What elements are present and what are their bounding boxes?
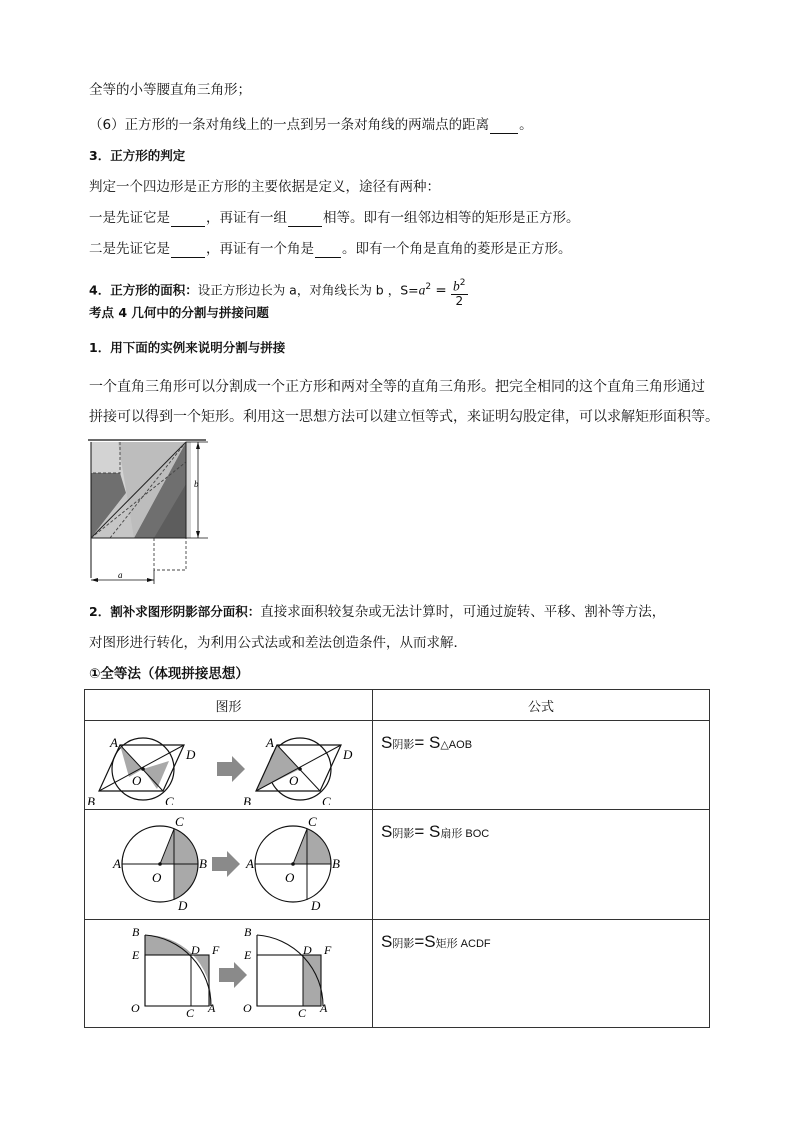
s-symbol: S <box>381 932 393 951</box>
dissection-figure <box>86 438 216 584</box>
label-O: O <box>285 870 295 885</box>
row2-formula <box>373 810 710 920</box>
section-4-heading: 4．正方形的面积： <box>89 282 198 298</box>
s-symbol: S <box>381 733 393 752</box>
label-B: B <box>132 925 140 939</box>
label-F: F <box>212 943 220 957</box>
row3-figure-cell <box>85 920 373 1028</box>
label-F: F <box>324 943 332 957</box>
section-4-text: 设正方形边长为 a，对角线长为 b ，S= <box>197 282 419 298</box>
eq-s: = S <box>414 822 441 841</box>
label-C: C <box>298 1006 307 1020</box>
section-3-heading: 3．正方形的判定 <box>89 148 186 163</box>
blank[interactable] <box>288 212 322 227</box>
shadow-sub: 阴影 <box>392 739 415 751</box>
text-line-4 <box>89 209 580 227</box>
label-O: O <box>289 773 299 788</box>
label-D: D <box>343 747 353 762</box>
label-A: A <box>113 856 121 871</box>
formula-a-exp: 2 <box>425 281 432 292</box>
label-B: B <box>244 925 252 939</box>
label-C: C <box>165 794 174 805</box>
label-O: O <box>132 773 142 788</box>
label-D: D <box>303 943 312 957</box>
label-E: E <box>132 948 140 962</box>
label-D: D <box>191 943 200 957</box>
sector-circle-figure <box>85 810 372 915</box>
method-1-heading: ①全等法（体现拼接思想） <box>89 666 249 682</box>
subsection-2-heading: 2．割补求图形阴影部分面积： <box>89 604 261 619</box>
formula-eq: = <box>431 282 452 299</box>
label-a: a <box>118 570 123 580</box>
subsection-2-line-2: 对图形进行转化，为利用公式法或和差法创造条件，从而求解． <box>89 635 467 651</box>
fraction-num-exp: 2 <box>459 278 466 288</box>
paragraph-line-2: 拼接可以得到一个矩形。利用这一思想方法可以建立恒等式，来证明勾股定律，可以求解矩形面积等。 <box>89 409 719 425</box>
triangle-sub: △AOB <box>440 739 473 751</box>
text-line-5 <box>89 240 572 258</box>
kaodian-heading: 考点 4 几何中的分割与拼接问题 <box>89 305 269 320</box>
text-line-1: 全等的小等腰直角三角形； <box>89 82 251 98</box>
row2-figure-cell <box>85 810 373 920</box>
line4-c: 相等。即有一组邻边相等的矩形是正方形。 <box>323 210 580 226</box>
label-O: O <box>152 870 162 885</box>
line5-b: ，再证有一个角是 <box>206 241 314 257</box>
header-figure: 图形 <box>85 690 373 721</box>
fraction-den: 2 <box>455 293 464 308</box>
label-A: A <box>246 856 254 871</box>
row1-formula <box>373 721 710 810</box>
row3-formula <box>373 920 710 1028</box>
label-E: E <box>244 948 252 962</box>
arrow-right-icon <box>217 756 245 782</box>
row1-figure-cell <box>85 721 373 810</box>
formula-a: a <box>418 282 426 298</box>
fraction <box>451 277 467 308</box>
blank[interactable] <box>171 212 205 227</box>
arrow-right-icon <box>219 962 247 988</box>
label-B: B <box>199 856 207 871</box>
blank[interactable] <box>315 243 341 258</box>
blank[interactable] <box>171 243 205 258</box>
s-symbol: S <box>381 822 393 841</box>
fraction-num-b: b <box>453 278 460 294</box>
eq-s: =S <box>414 932 436 951</box>
label-C: C <box>322 794 331 805</box>
line5-c: 。即有一个角是直角的菱形是正方形。 <box>342 241 572 257</box>
label-O: O <box>243 1001 252 1015</box>
line4-a: 一是先证它是 <box>89 210 170 226</box>
text-line-3: 判定一个四边形是正方形的主要依据是定义，途径有两种： <box>89 179 440 195</box>
label-D: D <box>311 898 321 913</box>
item-6-end: 。 <box>519 117 533 133</box>
method-table <box>84 689 710 1028</box>
label-A: A <box>266 735 274 750</box>
line5-a: 二是先证它是 <box>89 241 170 257</box>
label-A: A <box>320 1001 328 1015</box>
item-6-text: （6）正方形的一条对角线上的一点到另一条对角线的两端点的距离 <box>89 117 490 133</box>
eq-s: = S <box>414 733 441 752</box>
parallelogram-circle-figure <box>85 721 372 805</box>
quarter-circle-rectangle-figure <box>85 920 372 1023</box>
label-D: D <box>186 747 196 762</box>
subsection-2-line <box>89 603 665 621</box>
label-B: B <box>332 856 340 871</box>
label-A: A <box>110 735 118 750</box>
line4-b: ，再证有一组 <box>206 210 287 226</box>
label-D: D <box>178 898 188 913</box>
subsection-1-heading: 1．用下面的实例来说明分割与拼接 <box>89 340 286 355</box>
label-C: C <box>186 1006 195 1020</box>
sector-sub: 扇形 BOC <box>440 828 490 840</box>
label-b: b <box>194 479 199 489</box>
shadow-sub: 阴影 <box>392 938 415 950</box>
paragraph-line-1: 一个直角三角形可以分割成一个正方形和两对全等的直角三角形。把完全相同的这个直角三角形通过 <box>89 379 705 395</box>
header-formula: 公式 <box>373 690 710 721</box>
blank[interactable] <box>490 119 518 134</box>
section-4-line <box>89 275 468 308</box>
shadow-sub: 阴影 <box>392 828 415 840</box>
subsection-2-text: 直接求面积较复杂或无法计算时，可通过旋转、平移、割补等方法， <box>260 604 666 620</box>
rectangle-sub: 矩形 ACDF <box>435 938 491 950</box>
label-B: B <box>87 794 95 805</box>
label-A: A <box>208 1001 216 1015</box>
label-C: C <box>175 814 184 829</box>
label-O: O <box>131 1001 140 1015</box>
text-line-2 <box>89 116 533 134</box>
arrow-right-icon <box>212 851 240 877</box>
label-B: B <box>243 794 251 805</box>
label-C: C <box>308 814 317 829</box>
